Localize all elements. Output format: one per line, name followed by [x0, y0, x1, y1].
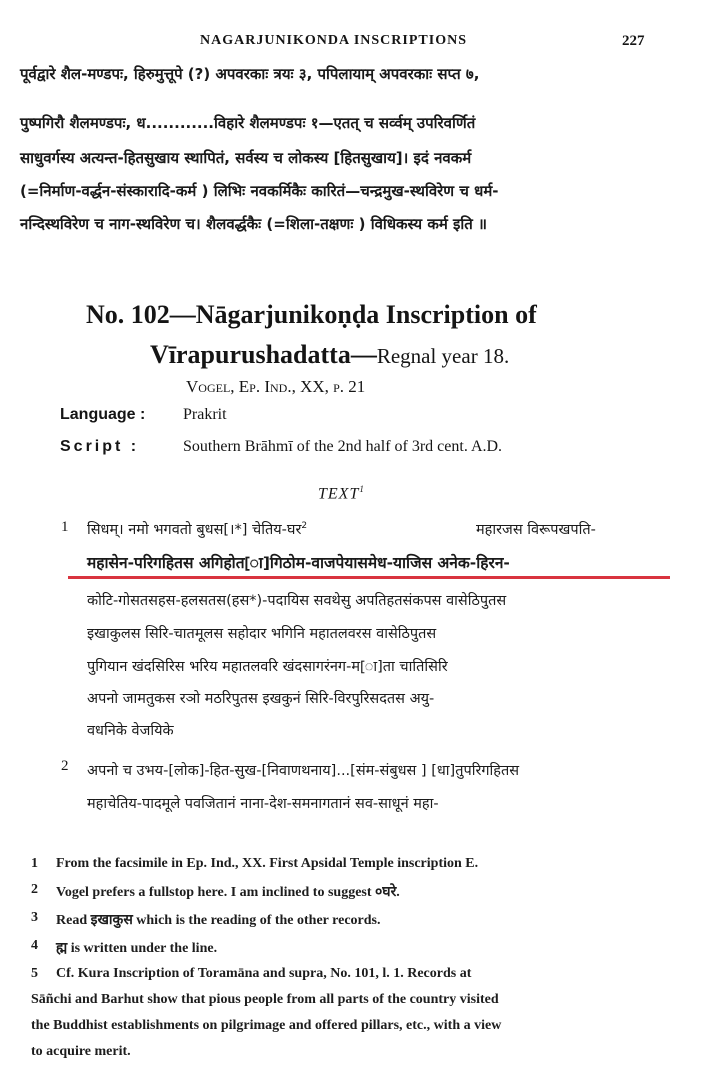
script-label: Script : [60, 438, 140, 455]
inscription-line: पुगियान खंदसिरिस भरिय महातलवरि खंदसागरंनग-म[ा]ता चातिसिरि [87, 659, 448, 675]
script-value: Southern Brāhmī of the 2nd half of 3rd cent. A.D. [183, 438, 503, 455]
source-reference: Vogel, Ep. Ind., XX, p. 21 [186, 377, 366, 396]
footnote-number: 5 [31, 966, 38, 981]
footnote-ref: 2 [301, 521, 308, 532]
page-number: 227 [622, 33, 645, 49]
footnote-ref: 1 [359, 484, 365, 494]
highlight-underline [68, 576, 670, 579]
footnote-text: From the facsimile in Ep. Ind., XX. First Apsidal Temple inscription E. [56, 856, 479, 871]
footnote-number: 1 [31, 856, 38, 871]
footnote-text: the Buddhist establishments on pilgrimage and offered pillars, etc., with a view [31, 1018, 502, 1033]
footnote-text: Cf. Kura Inscription of Toramāna and supra, No. 101, l. 1. Records at [56, 966, 472, 981]
inscription-title-line2 [150, 340, 509, 370]
inscription-line: सिधम्। नमो भगवतो बुधस[।*] चेतिय-घर$^2$ [87, 521, 308, 538]
footnote-number: 2 [31, 882, 38, 897]
king-name: Vīrapurushadatta— [150, 340, 377, 369]
language-label: Language : [60, 406, 146, 423]
inscription-line: महासेन-परिगहितस अगिहोत[ा]गिठोम-वाजपेयासमेध-याजिस अनेक-हिरन- [87, 554, 510, 572]
preceding-line: पूर्वद्वारे शैल-मण्डपः, हिरुमुत्तूपे (?) अपवरकाः त्रयः ३, पपिलायाम् अपवरकाः सप्त ७, [20, 65, 480, 83]
inscription-title: No. 102—Nāgarjunikoṇḍa Inscription of [86, 300, 537, 329]
inscription-line: वधनिके वेजयिके [87, 723, 174, 739]
footnote-number: 4 [31, 938, 38, 953]
language-value: Prakrit [183, 406, 227, 423]
inscription-line: इखाकुलस सिरि-चातमूलस सहोदार भगिनि महातलवरस वासेठिपुतस [87, 626, 437, 642]
footnote-text: Sāñchi and Barhut show that pious people from all parts of the country visited [31, 992, 499, 1007]
inscription-line: कोटि-गोसतसहस-हलसतस(हस*)-पदायिस सवथेसु अपतिहतसंकपस वासेठिपुतस [87, 593, 507, 609]
footnote-number: 3 [31, 910, 38, 925]
inscription-line-number: 2 [61, 758, 69, 774]
footnote-text: Vogel prefers a fullstop here. I am inclined to suggest ०घरे. [56, 885, 400, 900]
footnote-text: to acquire merit. [31, 1044, 131, 1059]
preceding-line: साधुवर्गस्य अत्यन्त-हितसुखाय स्थापितं, सर्वस्य च लोकस्य [हितसुखाय]। इदं नवकर्म [20, 149, 472, 167]
inscription-line: अपनो च उभय-[लोक]-हित-सुख-[निवाणथनाय]...[संम-संबुधस ] [धा]तुपरिगहितस [87, 763, 520, 779]
inscription-line-number: 1 [61, 519, 69, 535]
preceding-line: पुष्पगिरौ शैलमण्डपः, ध............विहारे शैलमण्डपः १—एतत् च सर्व्वम् उपरिवर्णितं [20, 114, 476, 132]
footnote-text: ह्म is written under the line. [56, 941, 218, 956]
running-title: NAGARJUNIKONDA INSCRIPTIONS [200, 33, 467, 48]
text-heading: TEXT$^1$ [318, 484, 365, 503]
preceding-line: नन्दिस्थविरेण च नाग-स्थविरेण च। शैलवर्द्धकैः (=शिला-तक्षणः ) विधिकस्य कर्म इति ॥ [20, 215, 488, 233]
inscription-line: महाचेतिय-पादमूले पवजितानं नाना-देश-समनागतानं सव-साधूनं महा- [87, 796, 439, 812]
regnal-year: Regnal year 18. [376, 344, 510, 368]
preceding-line: (=निर्माण-वर्द्धन-संस्कारादि-कर्म ) लिभिः नवकर्मिकैः कारितं—चन्द्रमुख-स्थविरेण च धर्म- [20, 182, 499, 200]
inscription-line: अपनो जामतुकस रञो मठरिपुतस इखकुनं सिरि-विरपुरिसदतस अयु- [87, 691, 435, 707]
footnote-text: Read इखाकुस which is the reading of the other records. [56, 913, 381, 928]
inscription-line: महारजस विरूपखपति- [476, 522, 596, 538]
